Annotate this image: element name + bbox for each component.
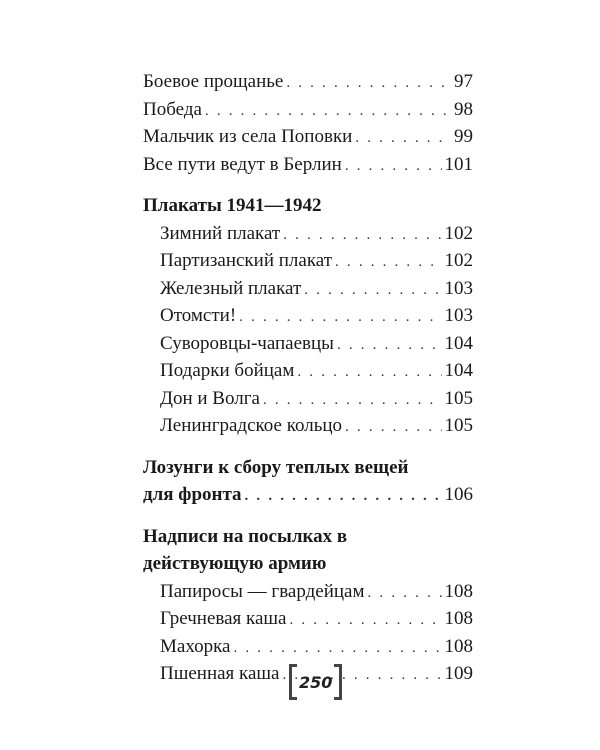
dot-leader — [345, 414, 441, 442]
page-number-text: 250 — [299, 672, 333, 692]
toc-entry-title: Папиросы — гвардейцам — [160, 580, 365, 602]
toc-entry-title: Пшенная каша — [160, 663, 280, 684]
dot-leader — [245, 483, 442, 511]
toc-entry-title: Все пути ведут в Берлин — [143, 153, 342, 175]
toc-entry-page: 102 — [444, 222, 473, 244]
dot-leader — [345, 153, 442, 181]
toc-entry — [143, 151, 473, 179]
right-bracket-icon — [334, 664, 342, 700]
toc-entry-title: Боевое прощанье — [143, 71, 284, 92]
toc-entry-page: 97 — [454, 71, 473, 92]
table-of-contents — [143, 68, 473, 688]
toc-entry-title: Победа — [143, 98, 202, 120]
toc-entry-title: для фронта — [143, 484, 242, 505]
toc-entry — [143, 96, 473, 124]
toc-entry-page: 108 — [444, 580, 473, 602]
section-spacer — [143, 509, 473, 523]
page-number — [289, 665, 342, 699]
section-heading-posters: Плакаты 1941—1942 — [143, 195, 322, 216]
toc-entry — [143, 330, 473, 358]
toc-entry — [143, 275, 473, 303]
dot-leader — [368, 580, 442, 608]
dot-leader — [297, 359, 441, 387]
toc-entry — [143, 220, 473, 248]
toc-entry-title: Суворовцы-чапаевцы — [160, 332, 334, 354]
toc-entry-page: 105 — [444, 387, 473, 409]
toc-entry-page: 99 — [454, 126, 473, 147]
toc-entry — [143, 123, 473, 151]
toc-entry — [143, 605, 473, 633]
toc-entry-title: Дон и Волга — [160, 387, 260, 409]
toc-entry-page: 105 — [444, 415, 473, 436]
toc-entry-page: 104 — [444, 332, 473, 354]
dot-leader — [239, 304, 441, 332]
toc-entry-page: 104 — [444, 360, 473, 381]
toc-entry-page: 103 — [444, 305, 473, 326]
toc-entry — [143, 68, 473, 96]
section-spacer — [143, 440, 473, 454]
toc-entry — [143, 247, 473, 275]
toc-entry — [143, 633, 473, 661]
toc-entry-title: Отомсти! — [160, 305, 237, 326]
toc-entry-page: 101 — [444, 153, 473, 175]
dot-leader — [283, 222, 441, 250]
toc-entry-page: 109 — [444, 663, 473, 684]
dot-leader — [290, 607, 442, 635]
toc-entry-title: Железный плакат — [160, 277, 302, 299]
toc-entry — [143, 385, 473, 413]
dot-leader — [205, 98, 451, 126]
toc-entry-title: Ленинградское кольцо — [160, 415, 343, 436]
toc-entry-page: 106 — [444, 484, 473, 505]
toc-entry-page: 108 — [444, 635, 473, 657]
section-heading-slogans: Лозунги к сбору теплых вещей — [143, 456, 409, 478]
toc-entry-title: Мальчик из села Поповки — [143, 126, 353, 147]
toc-entry-page: 103 — [444, 277, 473, 299]
toc-entry — [143, 578, 473, 606]
section-heading-parcels-line2: действующую армию — [143, 553, 327, 574]
toc-entry — [143, 357, 473, 385]
dot-leader — [286, 70, 451, 98]
toc-entry — [143, 412, 473, 440]
dot-leader — [263, 387, 442, 415]
toc-entry-title: Махорка — [160, 635, 231, 657]
toc-entry-page: 102 — [444, 250, 473, 271]
toc-entry-title: Зимний плакат — [160, 222, 281, 244]
dot-leader — [355, 125, 451, 153]
dot-leader — [335, 249, 441, 277]
toc-entry-slogans — [143, 481, 473, 509]
toc-entry-page: 98 — [454, 98, 473, 120]
toc-entry-title: Гречневая каша — [160, 608, 287, 629]
toc-entry — [143, 302, 473, 330]
dot-leader — [337, 332, 442, 360]
toc-entry-title: Подарки бойцам — [160, 360, 295, 381]
dot-leader — [304, 277, 441, 305]
left-bracket-icon — [289, 664, 297, 700]
section-heading-parcels-line1: Надписи на посылках в — [143, 525, 348, 547]
dot-leader — [233, 635, 441, 663]
toc-entry-page: 108 — [444, 608, 473, 629]
section-spacer — [143, 178, 473, 192]
toc-entry-title: Партизанский плакат — [160, 250, 333, 271]
